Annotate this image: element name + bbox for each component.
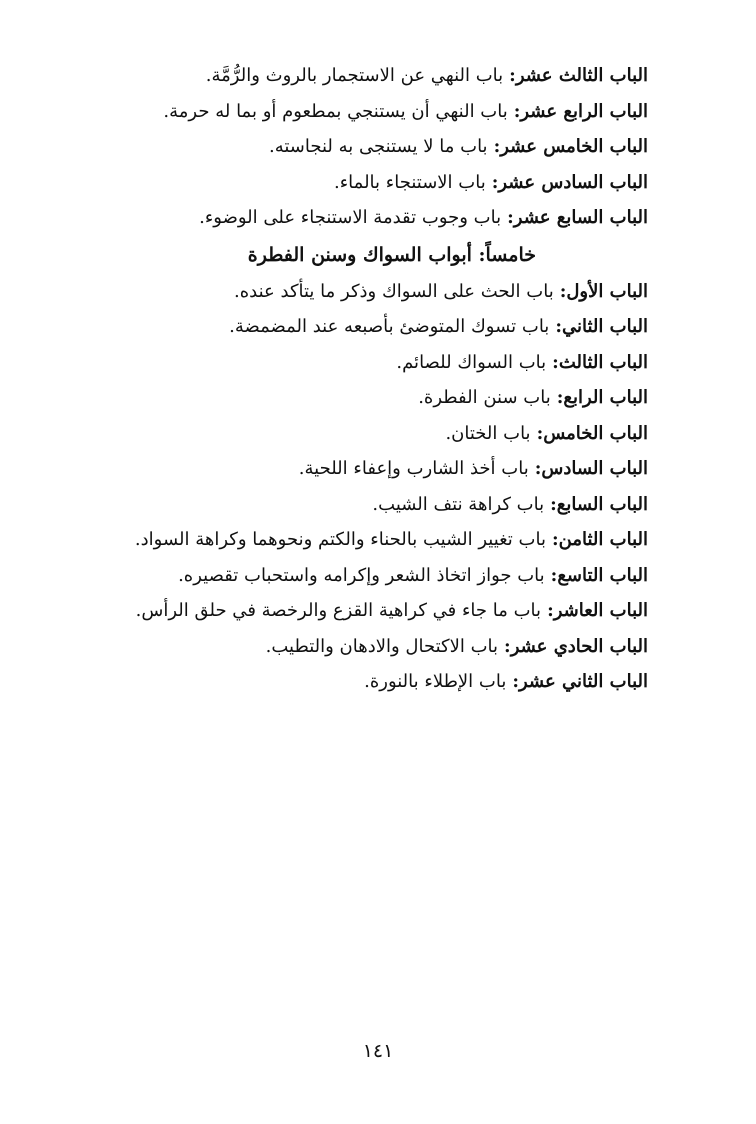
chapter-entry bbox=[88, 200, 648, 236]
chapter-entry bbox=[88, 451, 648, 487]
chapter-label: الباب التاسع: bbox=[550, 564, 648, 586]
chapter-entry bbox=[88, 487, 648, 523]
chapter-entry bbox=[88, 558, 648, 594]
chapter-title: باب الاستنجاء بالماء. bbox=[334, 171, 486, 193]
chapter-label: الباب السابع عشر: bbox=[507, 207, 648, 228]
chapter-title: باب الإطلاء بالنورة. bbox=[364, 671, 507, 692]
chapter-entry bbox=[88, 274, 648, 310]
chapter-title: باب الختان. bbox=[445, 422, 531, 444]
chapter-title: باب السواك للصائم. bbox=[396, 351, 547, 373]
chapter-title: باب وجوب تقدمة الاستنجاء على الوضوء. bbox=[199, 207, 502, 228]
chapter-title: باب كراهة نتف الشيب. bbox=[372, 493, 545, 515]
chapter-title: باب جواز اتخاذ الشعر وإكرامه واستحباب تقصيره. bbox=[178, 564, 545, 586]
section-title: خامساً: أبواب السواك وسنن الفطرة bbox=[247, 243, 536, 266]
chapter-label: الباب الخامس: bbox=[536, 422, 648, 444]
chapter-entry bbox=[88, 593, 648, 629]
chapter-label: الباب العاشر: bbox=[547, 600, 648, 621]
chapter-entry bbox=[88, 309, 648, 345]
chapter-title: باب سنن الفطرة. bbox=[418, 387, 551, 408]
chapter-label: الباب الرابع عشر: bbox=[513, 100, 648, 122]
chapter-label: الباب الثاني عشر: bbox=[512, 671, 648, 692]
page-number: ١٤١ bbox=[362, 1040, 394, 1062]
chapter-entry bbox=[88, 58, 648, 94]
chapter-label: الباب السابع: bbox=[550, 493, 648, 515]
chapter-list-group-b bbox=[88, 274, 648, 700]
chapter-label: الباب السادس عشر: bbox=[491, 171, 648, 193]
chapter-title: باب ما جاء في كراهية القزع والرخصة في حلق الرأس. bbox=[135, 600, 542, 621]
chapter-label: الباب الحادي عشر: bbox=[504, 635, 648, 657]
chapter-entry bbox=[88, 129, 648, 165]
chapter-entry bbox=[88, 664, 648, 700]
page-body bbox=[88, 58, 648, 700]
chapter-title: باب ما لا يستنجى به لنجاسته. bbox=[269, 136, 488, 157]
chapter-label: الباب الثالث عشر: bbox=[509, 65, 648, 86]
chapter-entry bbox=[88, 522, 648, 558]
chapter-title: باب الحث على السواك وذكر ما يتأكد عنده. bbox=[234, 280, 554, 302]
chapter-title: باب تغيير الشيب بالحناء والكتم ونحوهما وكراهة السواد. bbox=[134, 529, 546, 550]
chapter-entry bbox=[88, 94, 648, 130]
chapter-entry bbox=[88, 345, 648, 381]
chapter-label: الباب السادس: bbox=[534, 458, 648, 479]
chapter-label: الباب الخامس عشر: bbox=[493, 136, 648, 157]
chapter-label: الباب الثامن: bbox=[551, 529, 648, 550]
chapter-label: الباب الثالث: bbox=[552, 351, 648, 373]
chapter-entry bbox=[88, 380, 648, 416]
chapter-title: باب الاكتحال والادهان والتطيب. bbox=[265, 635, 499, 657]
chapter-title: باب تسوك المتوضئ بأصبعه عند المضمضة. bbox=[229, 316, 550, 337]
chapter-label: الباب الأول: bbox=[559, 280, 648, 302]
chapter-entry bbox=[88, 416, 648, 452]
chapter-entry bbox=[88, 165, 648, 201]
chapter-title: باب أخذ الشارب وإعفاء اللحية. bbox=[298, 458, 529, 479]
chapter-label: الباب الرابع: bbox=[556, 387, 648, 408]
chapter-entry bbox=[88, 629, 648, 665]
chapter-title: باب النهي أن يستنجي بمطعوم أو بما له حرمة. bbox=[163, 100, 508, 122]
chapter-label: الباب الثاني: bbox=[555, 316, 648, 337]
chapter-title: باب النهي عن الاستجمار بالروث والرُّمَّة. bbox=[205, 65, 504, 86]
chapter-list-group-a bbox=[88, 58, 648, 236]
